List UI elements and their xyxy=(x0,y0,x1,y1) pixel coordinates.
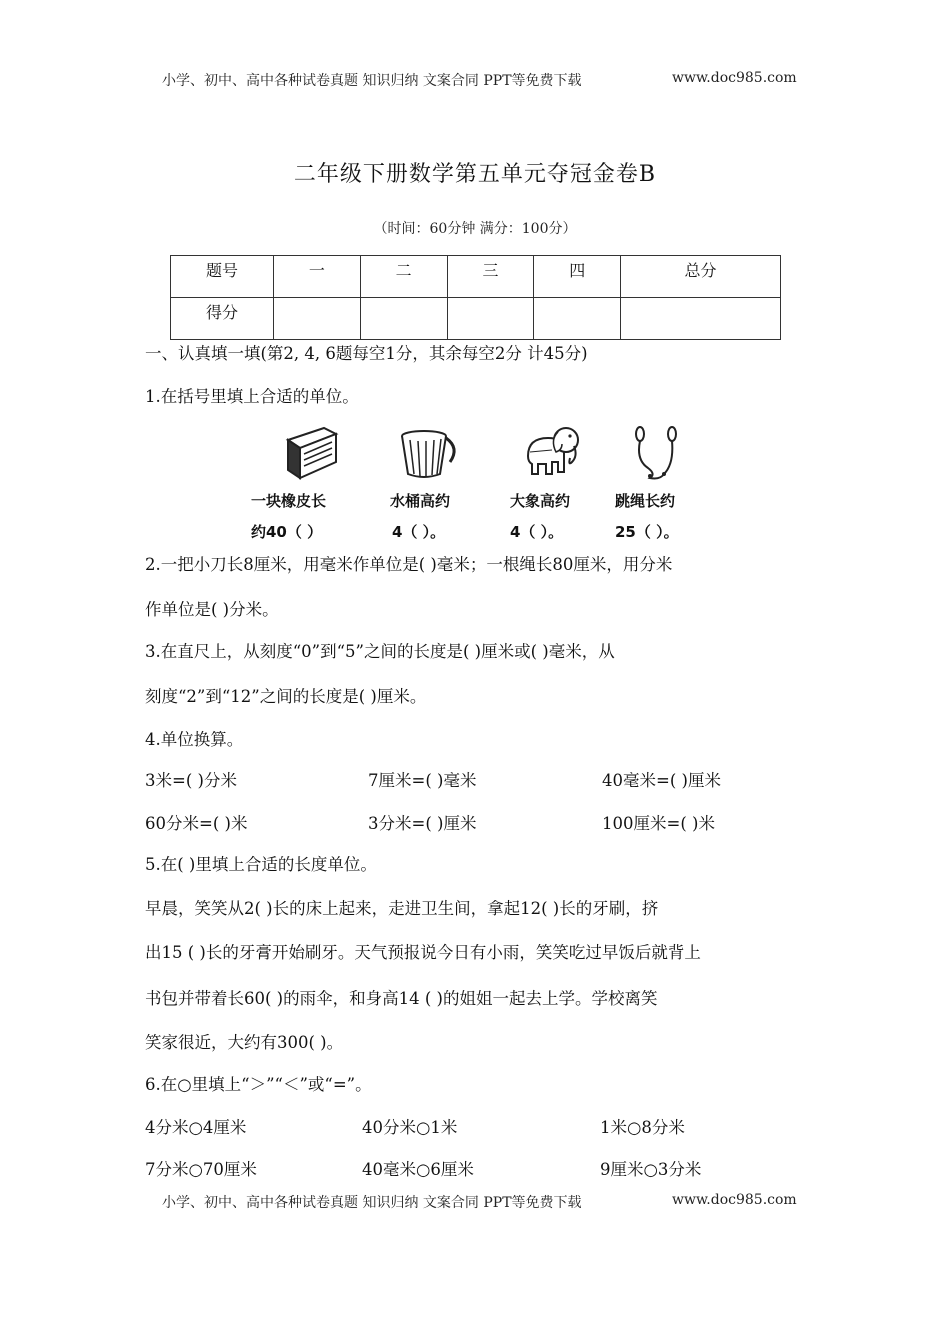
answer-blank[interactable]: 4（ ）。 xyxy=(392,523,446,541)
elephant-icon xyxy=(522,422,584,482)
caption-rope: 跳绳长约 xyxy=(615,492,676,510)
question-text: 3.在直尺上，从刻度“0”到“5”之间的长度是( )厘米或( )毫米，从 xyxy=(145,642,615,661)
section-heading: 一、认真填一填(第2, 4, 6题每空1分，其余每空2分 计45分) xyxy=(145,344,588,363)
conversion-item[interactable]: 3分米=( )厘米 xyxy=(368,814,477,833)
table-row xyxy=(171,256,781,298)
conversion-item[interactable]: 40毫米=( )厘米 xyxy=(602,771,721,790)
question-text: 4.单位换算。 xyxy=(145,730,244,749)
score-cell[interactable] xyxy=(534,298,621,340)
conversion-item[interactable]: 7厘米=( )毫米 xyxy=(368,771,477,790)
caption-eraser: 一块橡皮长 xyxy=(251,492,327,510)
header-text: 小学、初中、高中各种试卷真题 知识归纳 文案合同 PPT等免费下载 xyxy=(162,73,582,89)
table-cell: 题号 xyxy=(171,256,274,298)
compare-item[interactable]: 7分米○70厘米 xyxy=(145,1160,257,1179)
table-cell: 得分 xyxy=(171,298,274,340)
question-text: 6.在○里填上“＞”“＜”或“=”。 xyxy=(145,1075,372,1094)
score-cell[interactable] xyxy=(447,298,534,340)
exam-info: （时间：60分钟 满分：100分） xyxy=(373,221,577,237)
question-text: 刻度“2”到“12”之间的长度是( )厘米。 xyxy=(145,687,427,706)
compare-item[interactable]: 9厘米○3分米 xyxy=(600,1160,702,1179)
footer-url[interactable]: www.doc985.com xyxy=(672,1192,797,1208)
table-cell: 二 xyxy=(360,256,447,298)
conversion-item[interactable]: 60分米=( )米 xyxy=(145,814,248,833)
page-title: 二年级下册数学第五单元夺冠金卷B xyxy=(293,162,657,187)
score-cell[interactable] xyxy=(360,298,447,340)
paragraph-line: 出15 ( )长的牙膏开始刷牙。天气预报说今日有小雨，笑笑吃过早饭后就背上 xyxy=(145,943,701,962)
caption-elephant: 大象高约 xyxy=(510,492,571,510)
caption-bucket: 水桶高约 xyxy=(390,492,451,510)
score-cell[interactable] xyxy=(274,298,361,340)
table-row xyxy=(171,298,781,340)
compare-item[interactable]: 40毫米○6厘米 xyxy=(362,1160,474,1179)
compare-item[interactable]: 1米○8分米 xyxy=(600,1118,685,1137)
bucket-icon xyxy=(398,428,464,480)
jump-rope-icon xyxy=(630,424,682,482)
paragraph-line: 早晨，笑笑从2( )长的床上起来，走进卫生间，拿起12( )长的牙刷，挤 xyxy=(145,899,659,918)
header-url[interactable]: www.doc985.com xyxy=(672,70,797,86)
eraser-icon xyxy=(282,422,342,484)
compare-item[interactable]: 40分米○1米 xyxy=(362,1118,458,1137)
paragraph-line: 书包并带着长60( )的雨伞，和身高14 ( )的姐姐一起去上学。学校离笑 xyxy=(145,989,658,1008)
table-cell: 总分 xyxy=(621,256,781,298)
paragraph-line: 笑家很近，大约有300( )。 xyxy=(145,1033,344,1052)
score-table xyxy=(170,255,781,340)
question-text: 作单位是( )分米。 xyxy=(145,600,279,619)
table-cell: 一 xyxy=(274,256,361,298)
question-text: 1.在括号里填上合适的单位。 xyxy=(145,387,359,406)
footer-text: 小学、初中、高中各种试卷真题 知识归纳 文案合同 PPT等免费下载 xyxy=(162,1195,582,1211)
score-cell[interactable] xyxy=(621,298,781,340)
conversion-item[interactable]: 100厘米=( )米 xyxy=(602,814,715,833)
answer-blank[interactable]: 4（ ）。 xyxy=(510,523,564,541)
answer-blank[interactable]: 25（ ）。 xyxy=(615,523,679,541)
table-cell: 三 xyxy=(447,256,534,298)
table-cell: 四 xyxy=(534,256,621,298)
question-text: 5.在( )里填上合适的长度单位。 xyxy=(145,855,377,874)
answer-blank[interactable]: 约40（ ） xyxy=(251,523,323,541)
conversion-item[interactable]: 3米=( )分米 xyxy=(145,771,237,790)
compare-item[interactable]: 4分米○4厘米 xyxy=(145,1118,247,1137)
question-text: 2.一把小刀长8厘米，用毫米作单位是( )毫米；一根绳长80厘米，用分米 xyxy=(145,555,673,574)
